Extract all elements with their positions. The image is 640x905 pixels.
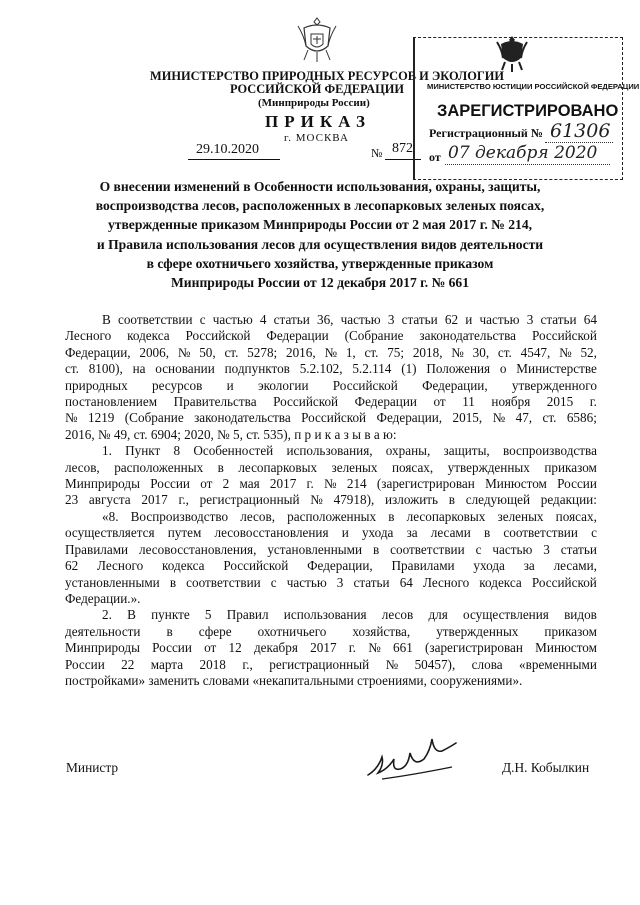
title-line: воспроизводства лесов, расположенных в лесопарковых зеленых поясах, (95, 198, 545, 214)
title-line: О внесении изменений в Особенности использования, охраны, защиты, (99, 179, 541, 194)
stamp-status: ЗАРЕГИСТРИРОВАНО (437, 102, 619, 120)
body-word: 3 (543, 541, 550, 557)
body-word: от (200, 476, 213, 492)
body-word: частью (286, 574, 327, 590)
body-word: в (484, 525, 491, 541)
body-word: ноября (491, 394, 531, 410)
body-line (65, 460, 597, 476)
body-word: 2018, (412, 344, 443, 360)
body-word: от (204, 640, 217, 656)
body-line (65, 509, 597, 525)
body-word: Федерации (354, 394, 417, 410)
body-word: природных (65, 377, 128, 393)
body-word: Правительства (173, 394, 257, 410)
title-line: Минприроды России от 12 декабря 2017 г. № 661 (170, 275, 470, 291)
body-word: Лесного (97, 558, 144, 574)
body-word: 8 (173, 443, 181, 459)
body-word: с (199, 312, 206, 327)
body-word: видов (564, 607, 597, 623)
body-word: в (169, 574, 177, 590)
body-word: «8. (102, 508, 119, 524)
body-word: 50, (199, 344, 216, 360)
body-word: регистрационный (269, 656, 370, 672)
body-word: № (310, 492, 323, 508)
body-word: 661 (393, 640, 413, 656)
body-word: ст. (542, 410, 557, 426)
body-word: 1219 (88, 410, 115, 426)
body-word: и (341, 525, 349, 541)
body-word: в (166, 623, 173, 639)
body-word: 11 (462, 394, 475, 410)
body-word: Федерации, (376, 410, 443, 426)
coat-of-arms-icon (294, 14, 340, 66)
body-word: деятельности (65, 623, 141, 639)
stamp-coat-of-arms-icon (495, 34, 529, 74)
body-word: для (428, 607, 448, 623)
body-word: статьи (540, 312, 577, 327)
body-word: с (591, 525, 597, 541)
body-word: Правилами (65, 541, 129, 557)
body-word: и (465, 312, 473, 327)
body-word: соответствии (117, 312, 193, 327)
body-word: 64 (399, 574, 413, 590)
body-word: лесами, (553, 558, 597, 574)
body-word: и (226, 377, 234, 393)
number-sign: № (371, 146, 383, 160)
body-word: утвержденных (447, 459, 530, 475)
body-word: 2015, (452, 410, 483, 426)
body-word: «временными (519, 656, 597, 672)
body-line (65, 640, 597, 656)
body-word: лесопарковых (238, 459, 318, 475)
body-word: хозяйства, (352, 623, 411, 639)
body-word: Правил (226, 607, 269, 623)
title-line: в сфере охотничьего хозяйства, утвержденные приказом (146, 255, 494, 271)
body-word: лесопарковых (406, 508, 486, 524)
body-line (65, 525, 597, 541)
body-word: слова (471, 656, 503, 672)
document-date: 29.10.2020 (196, 142, 259, 157)
body-word: г. (348, 640, 356, 656)
body-word: 1. (102, 443, 112, 459)
body-line (65, 361, 597, 377)
body-word: 52, (580, 344, 597, 360)
body-word: поясах, (555, 508, 597, 524)
stamp-regno-label: Регистрационный № (429, 126, 543, 140)
body-word: Пункт (125, 443, 161, 459)
body-word: статьи (560, 541, 597, 557)
body-word: ст. (65, 361, 79, 377)
ministry-name-line2: РОССИЙСКОЙ ФЕДЕРАЦИИ (230, 82, 404, 96)
body-word: с (270, 574, 277, 590)
body-word: на (132, 361, 146, 377)
body-word: 50457), (414, 656, 456, 672)
body-word: г., (178, 492, 189, 508)
body-word: 2015 (546, 394, 574, 410)
body-word: 36, (316, 312, 334, 327)
document-type: ПРИКАЗ (265, 112, 371, 131)
body-word: № (324, 476, 337, 492)
body-word: следующей (465, 492, 531, 508)
body-word: 23 (65, 492, 79, 508)
body-word: Федерации, (422, 377, 488, 393)
body-word: Правилами (391, 558, 455, 574)
body-word: Минприроды (65, 476, 140, 492)
body-word: 2017 (310, 640, 337, 656)
date-underline (188, 159, 280, 160)
body-word: Лесного (422, 574, 470, 590)
body-word: охотничьего (257, 623, 327, 639)
body-word: (зарегистрирован (376, 476, 475, 492)
body-word: (Собрание (124, 410, 184, 426)
body-word: 62 (65, 558, 79, 574)
body-line (65, 558, 597, 574)
body-word: кодекса (479, 574, 522, 590)
body-line (65, 328, 597, 344)
body-word: экологии (257, 377, 309, 393)
body-word: 47, (515, 410, 533, 426)
body-word: России (152, 640, 192, 656)
body-word: установленными (65, 574, 160, 590)
body-word: Российской (332, 377, 398, 393)
body-word: лесов, (240, 508, 275, 524)
body-word: 2016, (285, 344, 316, 360)
body-word: 5278; (247, 344, 278, 360)
body-word: частью (479, 312, 520, 327)
body-word: основании (155, 361, 215, 377)
body-word: ухода (473, 558, 505, 574)
body-word: № (385, 656, 399, 672)
body-word: сфере (198, 623, 232, 639)
body-word: Минюстом (485, 476, 547, 492)
stamp-date-label: от (429, 150, 441, 164)
document-city: г. МОСКВА (284, 132, 349, 144)
body-word: 2. (102, 607, 112, 623)
body-word: Российской (531, 328, 597, 344)
body-line (65, 378, 597, 394)
body-word: г. (306, 476, 314, 492)
body-line (65, 312, 597, 328)
body-word: 2006, (139, 344, 170, 360)
body-word: о (499, 361, 507, 377)
body-word: с (475, 541, 482, 557)
body-word: ст. (224, 344, 239, 360)
body-word: Российской (301, 410, 367, 426)
body-word: использования, (286, 443, 373, 459)
body-word: № (559, 344, 572, 360)
body-word: за (406, 525, 418, 541)
body-line (65, 345, 597, 361)
body-word: 30, (472, 344, 490, 360)
body-word: ст. (364, 344, 379, 360)
body-word: 214 (346, 476, 367, 492)
body-word: осуществления (463, 607, 549, 623)
body-line (65, 607, 597, 623)
handwritten-signature-icon (362, 735, 472, 787)
body-word: Федерации (266, 328, 329, 344)
body-word: лесовосстановления (214, 525, 329, 541)
body-word: 4547, (520, 344, 551, 360)
body-word: 5 (204, 607, 212, 623)
body-word: (1) (401, 361, 417, 377)
signer-name: Д.Н. Кобылкин (502, 760, 590, 775)
body-word: лесами (430, 525, 471, 541)
body-word: в (217, 459, 224, 475)
body-word: частью (492, 541, 533, 557)
body-word: установленными (267, 541, 363, 557)
body-word: от (433, 394, 446, 410)
body-line (65, 624, 597, 640)
ministry-name-line1: МИНИСТЕРСТВО ПРИРОДНЫХ РЕСУРСОВ И ЭКОЛОГИИ (150, 69, 504, 83)
body-word: соответствии (503, 525, 578, 541)
ministry-short-name: (Минприроды России) (258, 97, 370, 109)
document-body (65, 312, 597, 689)
body-word: Федерации, (65, 344, 131, 360)
body-line: Федерации.». (65, 590, 141, 606)
body-word: редакции: (540, 492, 597, 508)
body-word: утвержденного (511, 377, 597, 393)
body-word: расположенных (114, 459, 204, 475)
body-word: Российской (273, 394, 339, 410)
title-line: и Правила использования лесов для осуществления видов деятельности (96, 236, 544, 252)
body-word: охраны, (385, 443, 431, 459)
body-word: Особенностей (193, 443, 274, 459)
body-word: 2017 (141, 492, 168, 508)
body-word: 8100), (88, 361, 123, 377)
body-word: зеленых (497, 508, 544, 524)
body-word: марта (150, 656, 184, 672)
body-word: № (324, 344, 338, 360)
body-word: № (65, 410, 78, 426)
body-word: 47918), (333, 492, 375, 508)
stamp-date: 07 декабря 2020 (448, 143, 598, 163)
document-number: 872 (392, 141, 413, 156)
body-line (65, 394, 597, 410)
body-word: августа (88, 492, 131, 508)
body-word: 4 (259, 312, 267, 327)
body-word: № (492, 410, 506, 426)
body-word: 2017 (269, 476, 297, 492)
body-line (65, 443, 597, 459)
body-word: воспроизводства (502, 443, 597, 459)
body-word: Минприроды (65, 640, 140, 656)
body-word: 1, (345, 344, 356, 360)
body-word: № (177, 344, 191, 360)
body-word: статьи (401, 312, 438, 327)
body-word: статьи (273, 312, 310, 327)
body-word: ст. (497, 344, 512, 360)
body-word: № (451, 344, 464, 360)
body-word: за (523, 558, 535, 574)
body-word: лесов (381, 607, 414, 623)
body-word: 6586; (566, 410, 597, 426)
body-word: № (368, 640, 381, 656)
body-word: Положения (426, 361, 491, 377)
body-word: Лесного (65, 328, 112, 344)
body-word: защиты, (443, 443, 490, 459)
body-word: России (65, 656, 105, 672)
body-word: России (557, 476, 597, 492)
body-word: законодательства (194, 410, 291, 426)
stamp-date-underline (445, 164, 610, 165)
body-word: 2018 (199, 656, 226, 672)
body-word: приказом (544, 459, 597, 475)
body-word: Федерации, (307, 558, 373, 574)
body-word: соответствии (186, 574, 261, 590)
body-word: кодекса (162, 558, 205, 574)
body-word: 5.2.102, (299, 361, 343, 377)
body-word: декабря (253, 640, 298, 656)
body-word: (Собрание (344, 328, 404, 344)
body-word: Российской (185, 328, 251, 344)
body-word: кодекса (127, 328, 170, 344)
body-word: утвержденных (436, 623, 519, 639)
body-line (65, 542, 597, 558)
body-word: В (102, 312, 111, 327)
document-title (56, 177, 584, 292)
body-word: пункте (151, 607, 190, 623)
body-word: Российской (531, 574, 597, 590)
body-word: расположенных (287, 508, 377, 524)
body-word: Российской (223, 558, 289, 574)
body-word: лесовосстановления, (139, 541, 257, 557)
body-word: 3 (336, 574, 344, 590)
body-word: 62 (444, 312, 459, 327)
body-line: 2016, № 49, ст. 6904; 2020, № 5, ст. 535), п р и к а з ы в а ю: (65, 426, 397, 442)
body-word: в (388, 508, 395, 524)
body-word: Минюстом (535, 640, 597, 656)
body-word: 75; (387, 344, 405, 360)
body-line (65, 575, 597, 591)
body-word: постановлением (65, 394, 158, 410)
body-word: (зарегистрирован (425, 640, 523, 656)
body-word: г. (589, 394, 597, 410)
body-word: подпунктов (224, 361, 290, 377)
stamp-agency: МИНИСТЕРСТВО ЮСТИЦИИ РОССИЙСКОЙ ФЕДЕРАЦИИ (427, 82, 640, 91)
body-word: 2 (222, 476, 230, 492)
body-word: ухода (361, 525, 394, 541)
body-line (65, 476, 597, 492)
body-word: В (127, 607, 136, 623)
body-line (65, 492, 597, 508)
body-word: лесов, (65, 459, 100, 475)
body-line (65, 657, 597, 673)
signer-position: Министр (66, 760, 119, 775)
body-word: регистрационный (199, 492, 300, 508)
stamp-regno: 61306 (550, 120, 611, 142)
body-word: 5.2.114 (352, 361, 392, 377)
body-word: соответствии (390, 541, 465, 557)
body-word: частью (340, 312, 381, 327)
body-word: мая (239, 476, 260, 492)
body-word: статьи (353, 574, 390, 590)
body-line (65, 410, 597, 426)
body-word: частью (212, 312, 253, 327)
body-word: ресурсов (152, 377, 203, 393)
body-line: постройками» заменить словами «некапитальными строениями, сооружениями». (65, 672, 523, 688)
body-word: путем (167, 525, 202, 541)
title-line: утвержденные приказом Минприроды России от 2 мая 2017 г. № 214, (107, 217, 533, 233)
body-word: в (448, 492, 455, 508)
body-word: законодательства (419, 328, 517, 344)
body-word: поясах, (391, 459, 434, 475)
body-word: изложить (384, 492, 439, 508)
body-word: г., (242, 656, 253, 672)
body-word: зеленых (331, 459, 378, 475)
body-word: использования (283, 607, 367, 623)
body-word: приказом (544, 623, 597, 639)
body-word: Министерстве (516, 361, 597, 377)
body-word: 3 (526, 312, 534, 327)
body-word: Воспроизводство (130, 508, 229, 524)
body-word: 12 (228, 640, 242, 656)
body-word: России (150, 476, 190, 492)
body-word: осуществляется (65, 525, 155, 541)
body-word: 64 (583, 312, 597, 327)
body-word: в (372, 541, 380, 557)
body-word: 22 (121, 656, 135, 672)
body-word: 3 (387, 312, 395, 327)
